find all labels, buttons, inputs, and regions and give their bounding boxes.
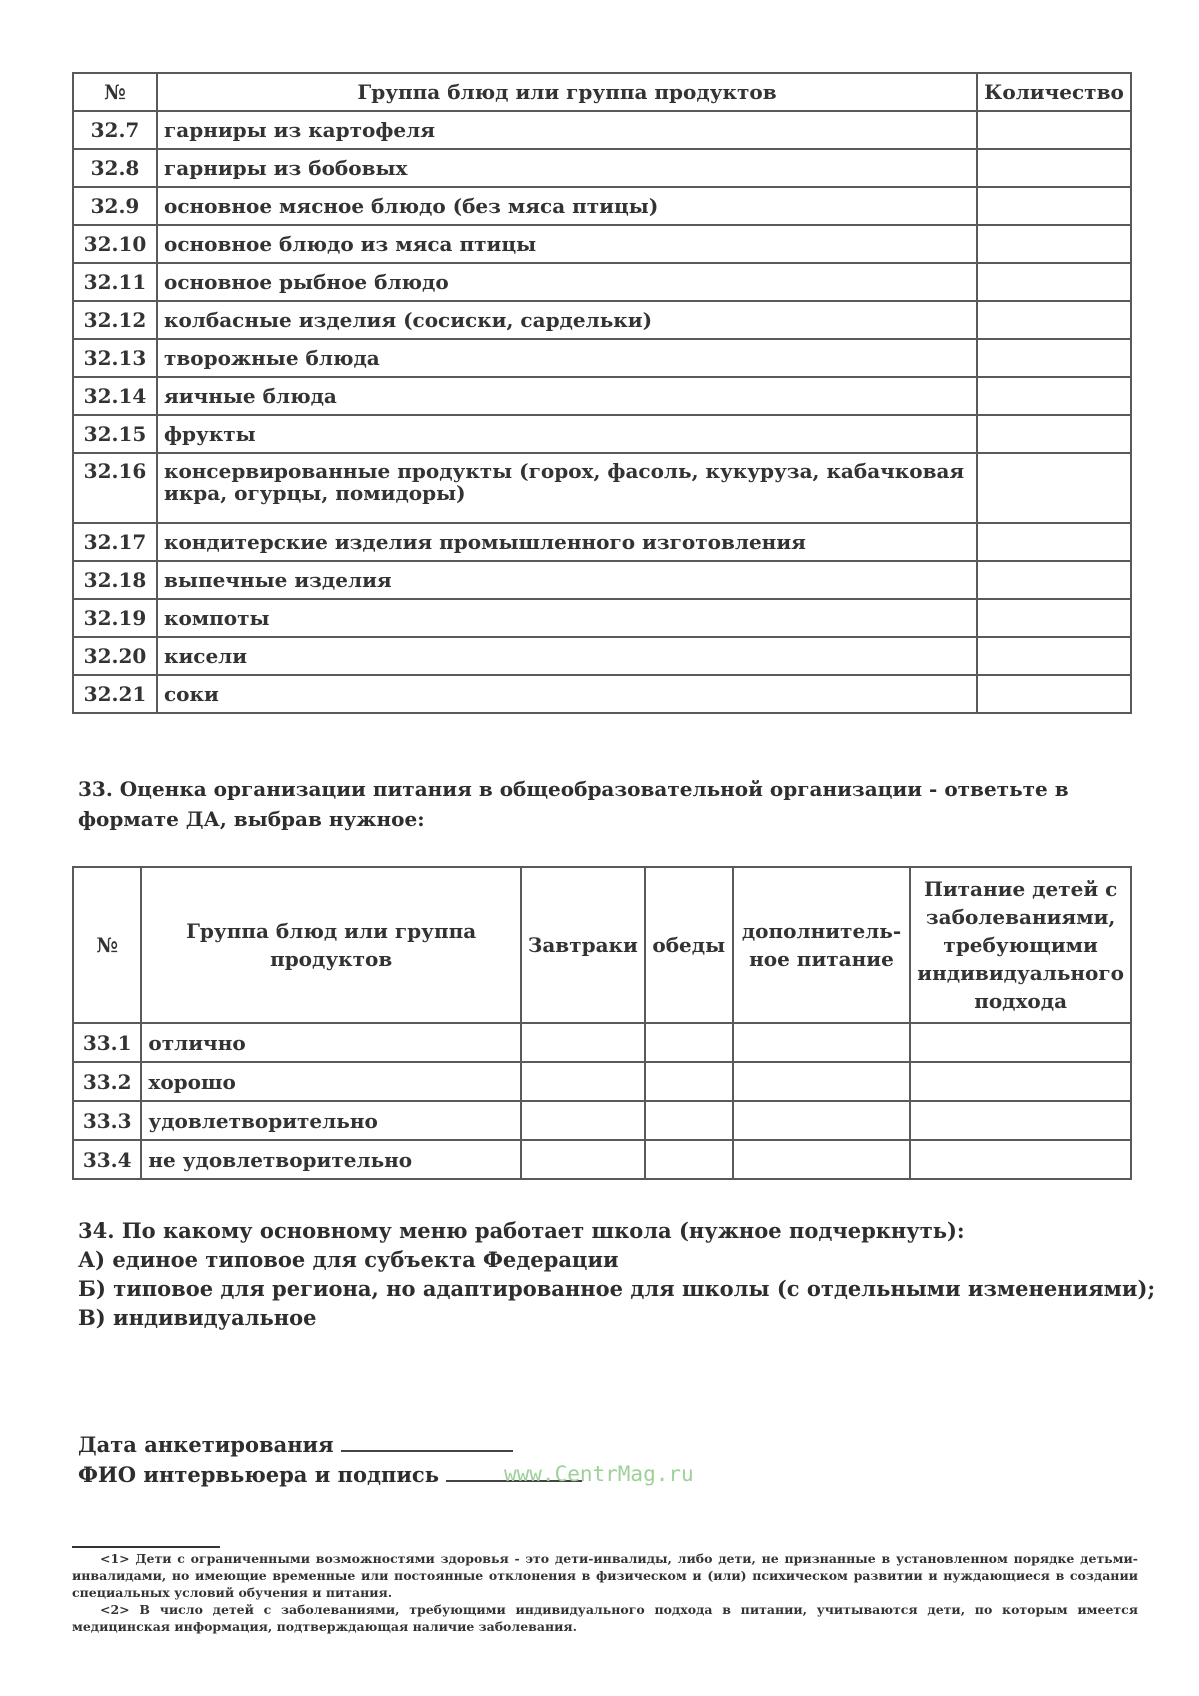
footnote-2: <2> В число детей с заболеваниями, требующими индивидуального подхода в питании, учитываются дети, по которым имеется медицинская информация, подтверждающая наличие заболевания. — [72, 1602, 1138, 1634]
lunch-cell[interactable] — [645, 1101, 733, 1140]
col-header-quantity: Количество — [977, 73, 1131, 111]
table-header-row — [73, 867, 1131, 1023]
row-number: 33.2 — [73, 1062, 141, 1101]
footnote-divider — [72, 1546, 220, 1548]
row-number: 32.10 — [73, 225, 157, 263]
quantity-cell[interactable] — [977, 377, 1131, 415]
extra-meals-cell[interactable] — [733, 1140, 911, 1179]
food-groups-table — [72, 72, 1132, 714]
row-label: фрукты — [157, 415, 977, 453]
lunch-cell[interactable] — [645, 1023, 733, 1062]
extra-meals-cell[interactable] — [733, 1062, 911, 1101]
quantity-cell[interactable] — [977, 599, 1131, 637]
survey-date-field[interactable] — [341, 1430, 513, 1452]
table-row — [73, 149, 1131, 187]
row-label: консервированные продукты (горох, фасоль, кукуруза, кабачковая икра, огурцы, помидоры) — [157, 453, 977, 523]
special-diet-cell[interactable] — [910, 1140, 1131, 1179]
survey-date-label: Дата анкетирования — [78, 1432, 334, 1457]
row-number: 32.11 — [73, 263, 157, 301]
special-diet-cell[interactable] — [910, 1023, 1131, 1062]
table-header-row — [73, 73, 1131, 111]
row-label: кондитерские изделия промышленного изготовления — [157, 523, 977, 561]
col-header-number: № — [73, 73, 157, 111]
table-row — [73, 187, 1131, 225]
table-row — [73, 523, 1131, 561]
col-header-extra-meals: дополнитель-ное питание — [733, 867, 911, 1023]
row-number: 32.15 — [73, 415, 157, 453]
footnotes — [72, 1550, 1138, 1635]
breakfast-cell[interactable] — [521, 1101, 645, 1140]
special-diet-cell[interactable] — [910, 1062, 1131, 1101]
quantity-cell[interactable] — [977, 453, 1131, 523]
row-label: отлично — [141, 1023, 521, 1062]
breakfast-cell[interactable] — [521, 1062, 645, 1101]
table-row — [73, 1023, 1131, 1062]
table-row — [73, 561, 1131, 599]
row-label: яичные блюда — [157, 377, 977, 415]
row-number: 33.4 — [73, 1140, 141, 1179]
row-number: 32.20 — [73, 637, 157, 675]
row-label: компоты — [157, 599, 977, 637]
table-row — [73, 599, 1131, 637]
table-row — [73, 1140, 1131, 1179]
row-label: основное блюдо из мяса птицы — [157, 225, 977, 263]
row-number: 32.18 — [73, 561, 157, 599]
row-label: не удовлетворительно — [141, 1140, 521, 1179]
survey-date-row — [78, 1430, 582, 1460]
table-row — [73, 377, 1131, 415]
row-number: 32.7 — [73, 111, 157, 149]
extra-meals-cell[interactable] — [733, 1101, 911, 1140]
quantity-cell[interactable] — [977, 187, 1131, 225]
row-label: основное рыбное блюдо — [157, 263, 977, 301]
table-row — [73, 453, 1131, 523]
row-label: гарниры из бобовых — [157, 149, 977, 187]
row-number: 32.19 — [73, 599, 157, 637]
row-label: творожные блюда — [157, 339, 977, 377]
row-number: 32.14 — [73, 377, 157, 415]
row-number: 32.12 — [73, 301, 157, 339]
row-number: 32.9 — [73, 187, 157, 225]
row-number: 33.3 — [73, 1101, 141, 1140]
row-number: 32.21 — [73, 675, 157, 713]
special-diet-cell[interactable] — [910, 1101, 1131, 1140]
table-row — [73, 263, 1131, 301]
row-label: соки — [157, 675, 977, 713]
quantity-cell[interactable] — [977, 263, 1131, 301]
table-row — [73, 675, 1131, 713]
table-row — [73, 339, 1131, 377]
quantity-cell[interactable] — [977, 415, 1131, 453]
table-row — [73, 415, 1131, 453]
col-header-lunch: обеды — [645, 867, 733, 1023]
quantity-cell[interactable] — [977, 561, 1131, 599]
breakfast-cell[interactable] — [521, 1023, 645, 1062]
row-label: хорошо — [141, 1062, 521, 1101]
table-row — [73, 1062, 1131, 1101]
row-number: 32.16 — [73, 453, 157, 523]
quantity-cell[interactable] — [977, 675, 1131, 713]
row-number: 32.17 — [73, 523, 157, 561]
quantity-cell[interactable] — [977, 149, 1131, 187]
col-header-number: № — [73, 867, 141, 1023]
quantity-cell[interactable] — [977, 111, 1131, 149]
col-header-special-diet: Питание детей с заболеваниями, требующими индивидуального подхода — [910, 867, 1131, 1023]
meal-rating-table — [72, 866, 1132, 1180]
menu-option-a[interactable]: А) единое типовое для субъекта Федерации — [78, 1247, 619, 1272]
interviewer-label: ФИО интервьюера и подпись — [78, 1462, 439, 1487]
footnote-1: <1> Дети с ограниченными возможностями здоровья - это дети-инвалиды, либо дети, не признанные в установленном порядке детьми-инвалидами, но имеющие временные или постоянные отклонения в физическом и (или) психическом развитии и нуждающиеся в создании специальных условий обучения и питания. — [72, 1551, 1138, 1600]
row-label: основное мясное блюдо (без мяса птицы) — [157, 187, 977, 225]
quantity-cell[interactable] — [977, 225, 1131, 263]
row-label: удовлетворительно — [141, 1101, 521, 1140]
question-34-title: 34. По какому основному меню работает школа (нужное подчеркнуть): — [78, 1218, 965, 1243]
quantity-cell[interactable] — [977, 339, 1131, 377]
menu-option-c[interactable]: В) индивидуальное — [78, 1305, 317, 1330]
breakfast-cell[interactable] — [521, 1140, 645, 1179]
row-number: 32.13 — [73, 339, 157, 377]
table-row — [73, 225, 1131, 263]
col-header-group: Группа блюд или группа продуктов — [141, 867, 521, 1023]
table-row — [73, 637, 1131, 675]
watermark: www.CentrMag.ru — [504, 1462, 694, 1486]
row-label: выпечные изделия — [157, 561, 977, 599]
lunch-cell[interactable] — [645, 1140, 733, 1179]
row-number: 32.8 — [73, 149, 157, 187]
table-row — [73, 111, 1131, 149]
question-34 — [78, 1216, 1156, 1332]
row-label: кисели — [157, 637, 977, 675]
row-label: колбасные изделия (сосиски, сардельки) — [157, 301, 977, 339]
menu-option-b[interactable]: Б) типовое для региона, но адаптированное для школы (с отдельными изменениями); — [78, 1276, 1156, 1301]
col-header-breakfast: Завтраки — [521, 867, 645, 1023]
table-row — [73, 1101, 1131, 1140]
row-label: гарниры из картофеля — [157, 111, 977, 149]
col-header-group: Группа блюд или группа продуктов — [157, 73, 977, 111]
table-row — [73, 301, 1131, 339]
quantity-cell[interactable] — [977, 301, 1131, 339]
quantity-cell[interactable] — [977, 637, 1131, 675]
lunch-cell[interactable] — [645, 1062, 733, 1101]
extra-meals-cell[interactable] — [733, 1023, 911, 1062]
quantity-cell[interactable] — [977, 523, 1131, 561]
question-33-text: 33. Оценка организации питания в общеобразовательной организации - ответьте в формате ДА, выбрав нужное: — [78, 777, 1069, 831]
row-number: 33.1 — [73, 1023, 141, 1062]
